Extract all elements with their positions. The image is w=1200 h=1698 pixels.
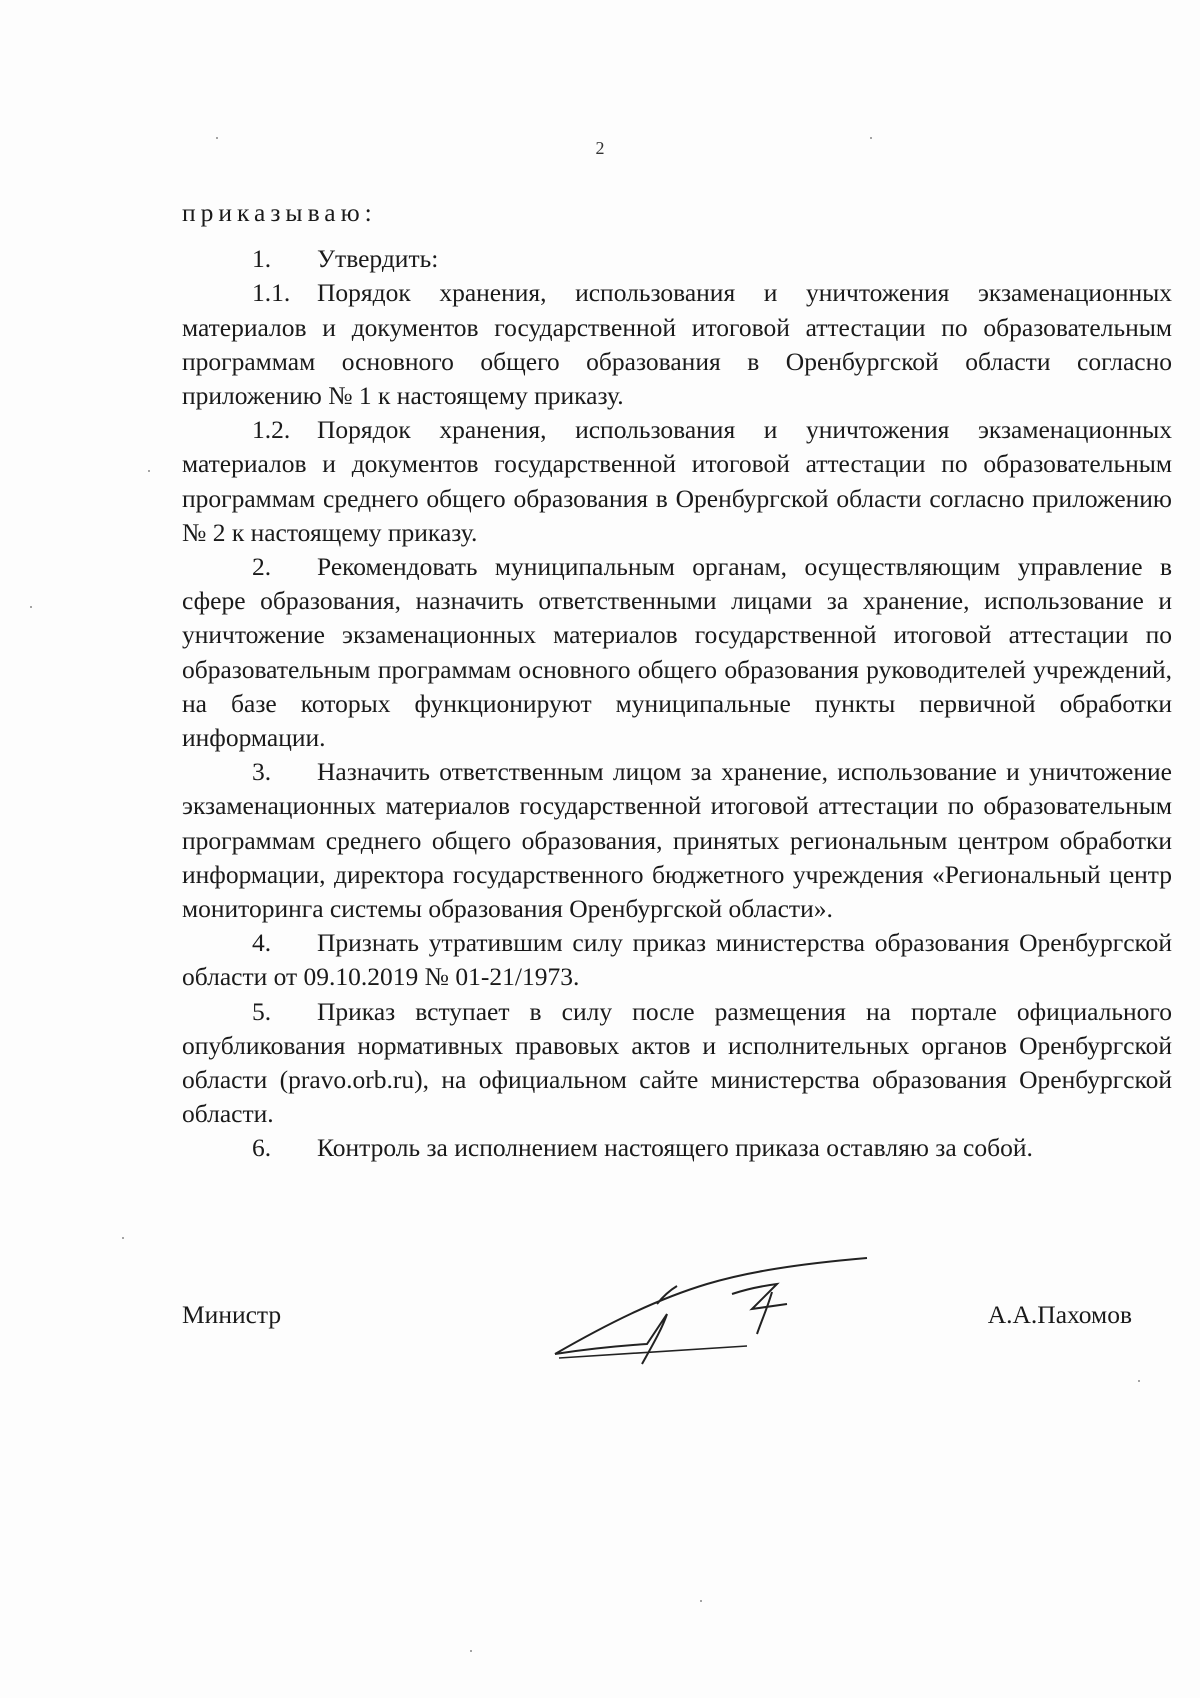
page-number: 2 [595,138,605,158]
paragraph-text: Порядок хранения, использования и уничтожения экзаменационных материалов и документов государственной итоговой аттестации по образовательным программам среднего общего образования в Оренбургской области согласно приложению № 2 к настоящему приказу. [182,415,1172,547]
paragraph-number: 1.1. [252,278,291,308]
paragraph-3 [182,755,1172,926]
paragraph-number: 1.2. [252,415,291,445]
paragraph-1 [182,242,1172,276]
signatory-name: А.А.Пахомов [987,1300,1132,1329]
paragraph-number: 6. [252,1133,272,1163]
scan-speck [148,470,150,472]
handwritten-signature [547,1254,887,1394]
paragraph-4 [182,926,1172,994]
scan-speck [700,1600,702,1602]
paragraph-5 [182,995,1172,1132]
paragraph-text: Рекомендовать муниципальным органам, осуществляющим управление в сфере образования, назначить ответственными лицами за хранение, использование и уничтожение экзаменационных материалов государственной итоговой аттестации по образовательным программам основного общего образования руководителей учреждений, на базе которых функционируют муниципальные пункты первичной обработки информации. [182,552,1172,753]
scan-speck [216,137,218,139]
paragraph-number: 4. [252,928,272,958]
scan-speck [870,137,872,139]
paragraph-6 [182,1131,1172,1165]
paragraph-text: Назначить ответственным лицом за хранение, использование и уничтожение экзаменационных материалов государственной итоговой аттестации по образовательным программам среднего общего образования, принятых региональным центром обработки информации, директора государственного бюджетного учреждения «Региональный центр мониторинга системы образования Оренбургской области». [182,757,1172,924]
paragraph-number: 3. [252,757,272,787]
paragraph-text: Утвердить: [317,244,439,274]
paragraph-number: 1. [252,244,272,274]
scan-speck [470,1650,472,1652]
order-body [182,196,1172,1166]
paragraph-1-2 [182,413,1172,550]
paragraph-2 [182,550,1172,755]
scan-speck [1138,1380,1140,1382]
paragraph-number: 2. [252,552,272,582]
paragraph-number: 5. [252,996,272,1026]
orders-heading: приказываю: [182,198,377,227]
signature-block [182,1280,1132,1410]
paragraph-text: Приказ вступает в силу после размещения на портале официального опубликования нормативных правовых актов и исполнительных органов Оренбургской области (pravo.orb.ru), на официальном сайте министерства образования Оренбургской области. [182,996,1172,1129]
scan-speck [30,606,32,608]
signatory-title: Министр [182,1300,282,1329]
paragraph-text: Контроль за исполнением настоящего приказа оставляю за собой. [317,1133,1033,1163]
paragraph-1-1 [182,276,1172,413]
paragraph-text: Признать утратившим силу приказ министерства образования Оренбургской области от 09.10.2019 № 01-21/1973. [182,928,1172,992]
scan-speck [122,1237,124,1239]
paragraph-text: Порядок хранения, использования и уничтожения экзаменационных материалов и документов государственной итоговой аттестации по образовательным программам основного общего образования в Оренбургской области согласно приложению № 1 к настоящему приказу. [182,278,1172,411]
